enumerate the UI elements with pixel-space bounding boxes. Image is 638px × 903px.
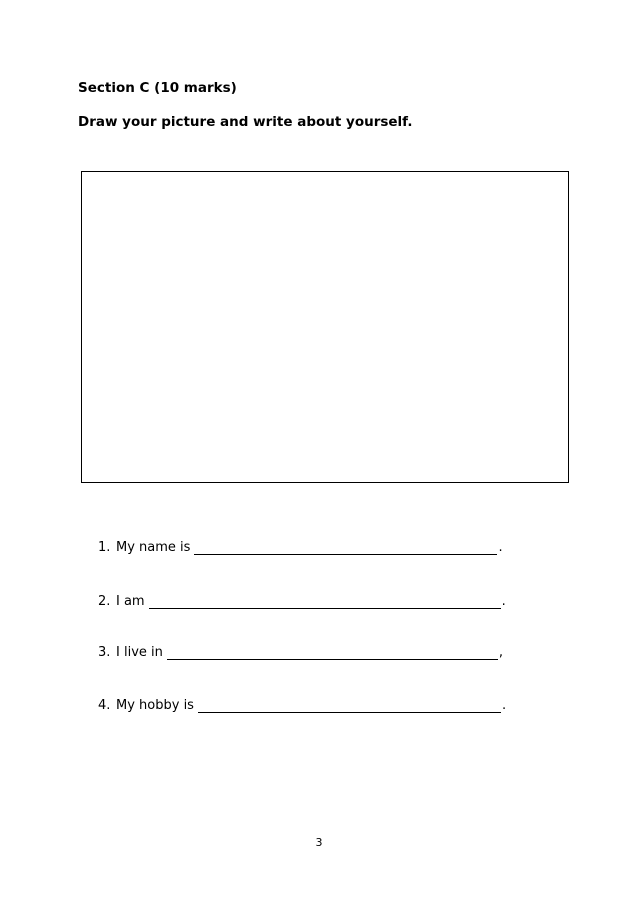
question-prompt: I live in xyxy=(116,645,163,660)
question-prompt: My name is xyxy=(116,540,191,555)
answer-blank[interactable] xyxy=(194,540,497,555)
question-number: 1. xyxy=(98,540,111,555)
question-number: 3. xyxy=(98,645,111,660)
question-number: 2. xyxy=(98,594,111,609)
question-number: 4. xyxy=(98,698,111,713)
page-number: 3 xyxy=(315,836,323,849)
question-prompt: My hobby is xyxy=(116,698,194,713)
question-punctuation: . xyxy=(501,698,507,713)
section-title: Section C (10 marks) xyxy=(78,80,237,96)
answer-blank[interactable] xyxy=(149,594,501,609)
question-punctuation: . xyxy=(501,594,506,609)
question-item-live-in xyxy=(98,640,503,660)
question-punctuation: , xyxy=(498,645,504,660)
instruction-text: Draw your picture and write about yourself. xyxy=(78,114,413,130)
question-item-hobby xyxy=(98,693,506,713)
question-item-name xyxy=(98,535,503,555)
question-punctuation: . xyxy=(498,540,503,555)
question-prompt: I am xyxy=(116,594,145,609)
drawing-box[interactable] xyxy=(81,171,569,483)
answer-blank[interactable] xyxy=(198,698,501,713)
answer-blank[interactable] xyxy=(167,645,498,660)
question-item-i-am xyxy=(98,589,506,609)
